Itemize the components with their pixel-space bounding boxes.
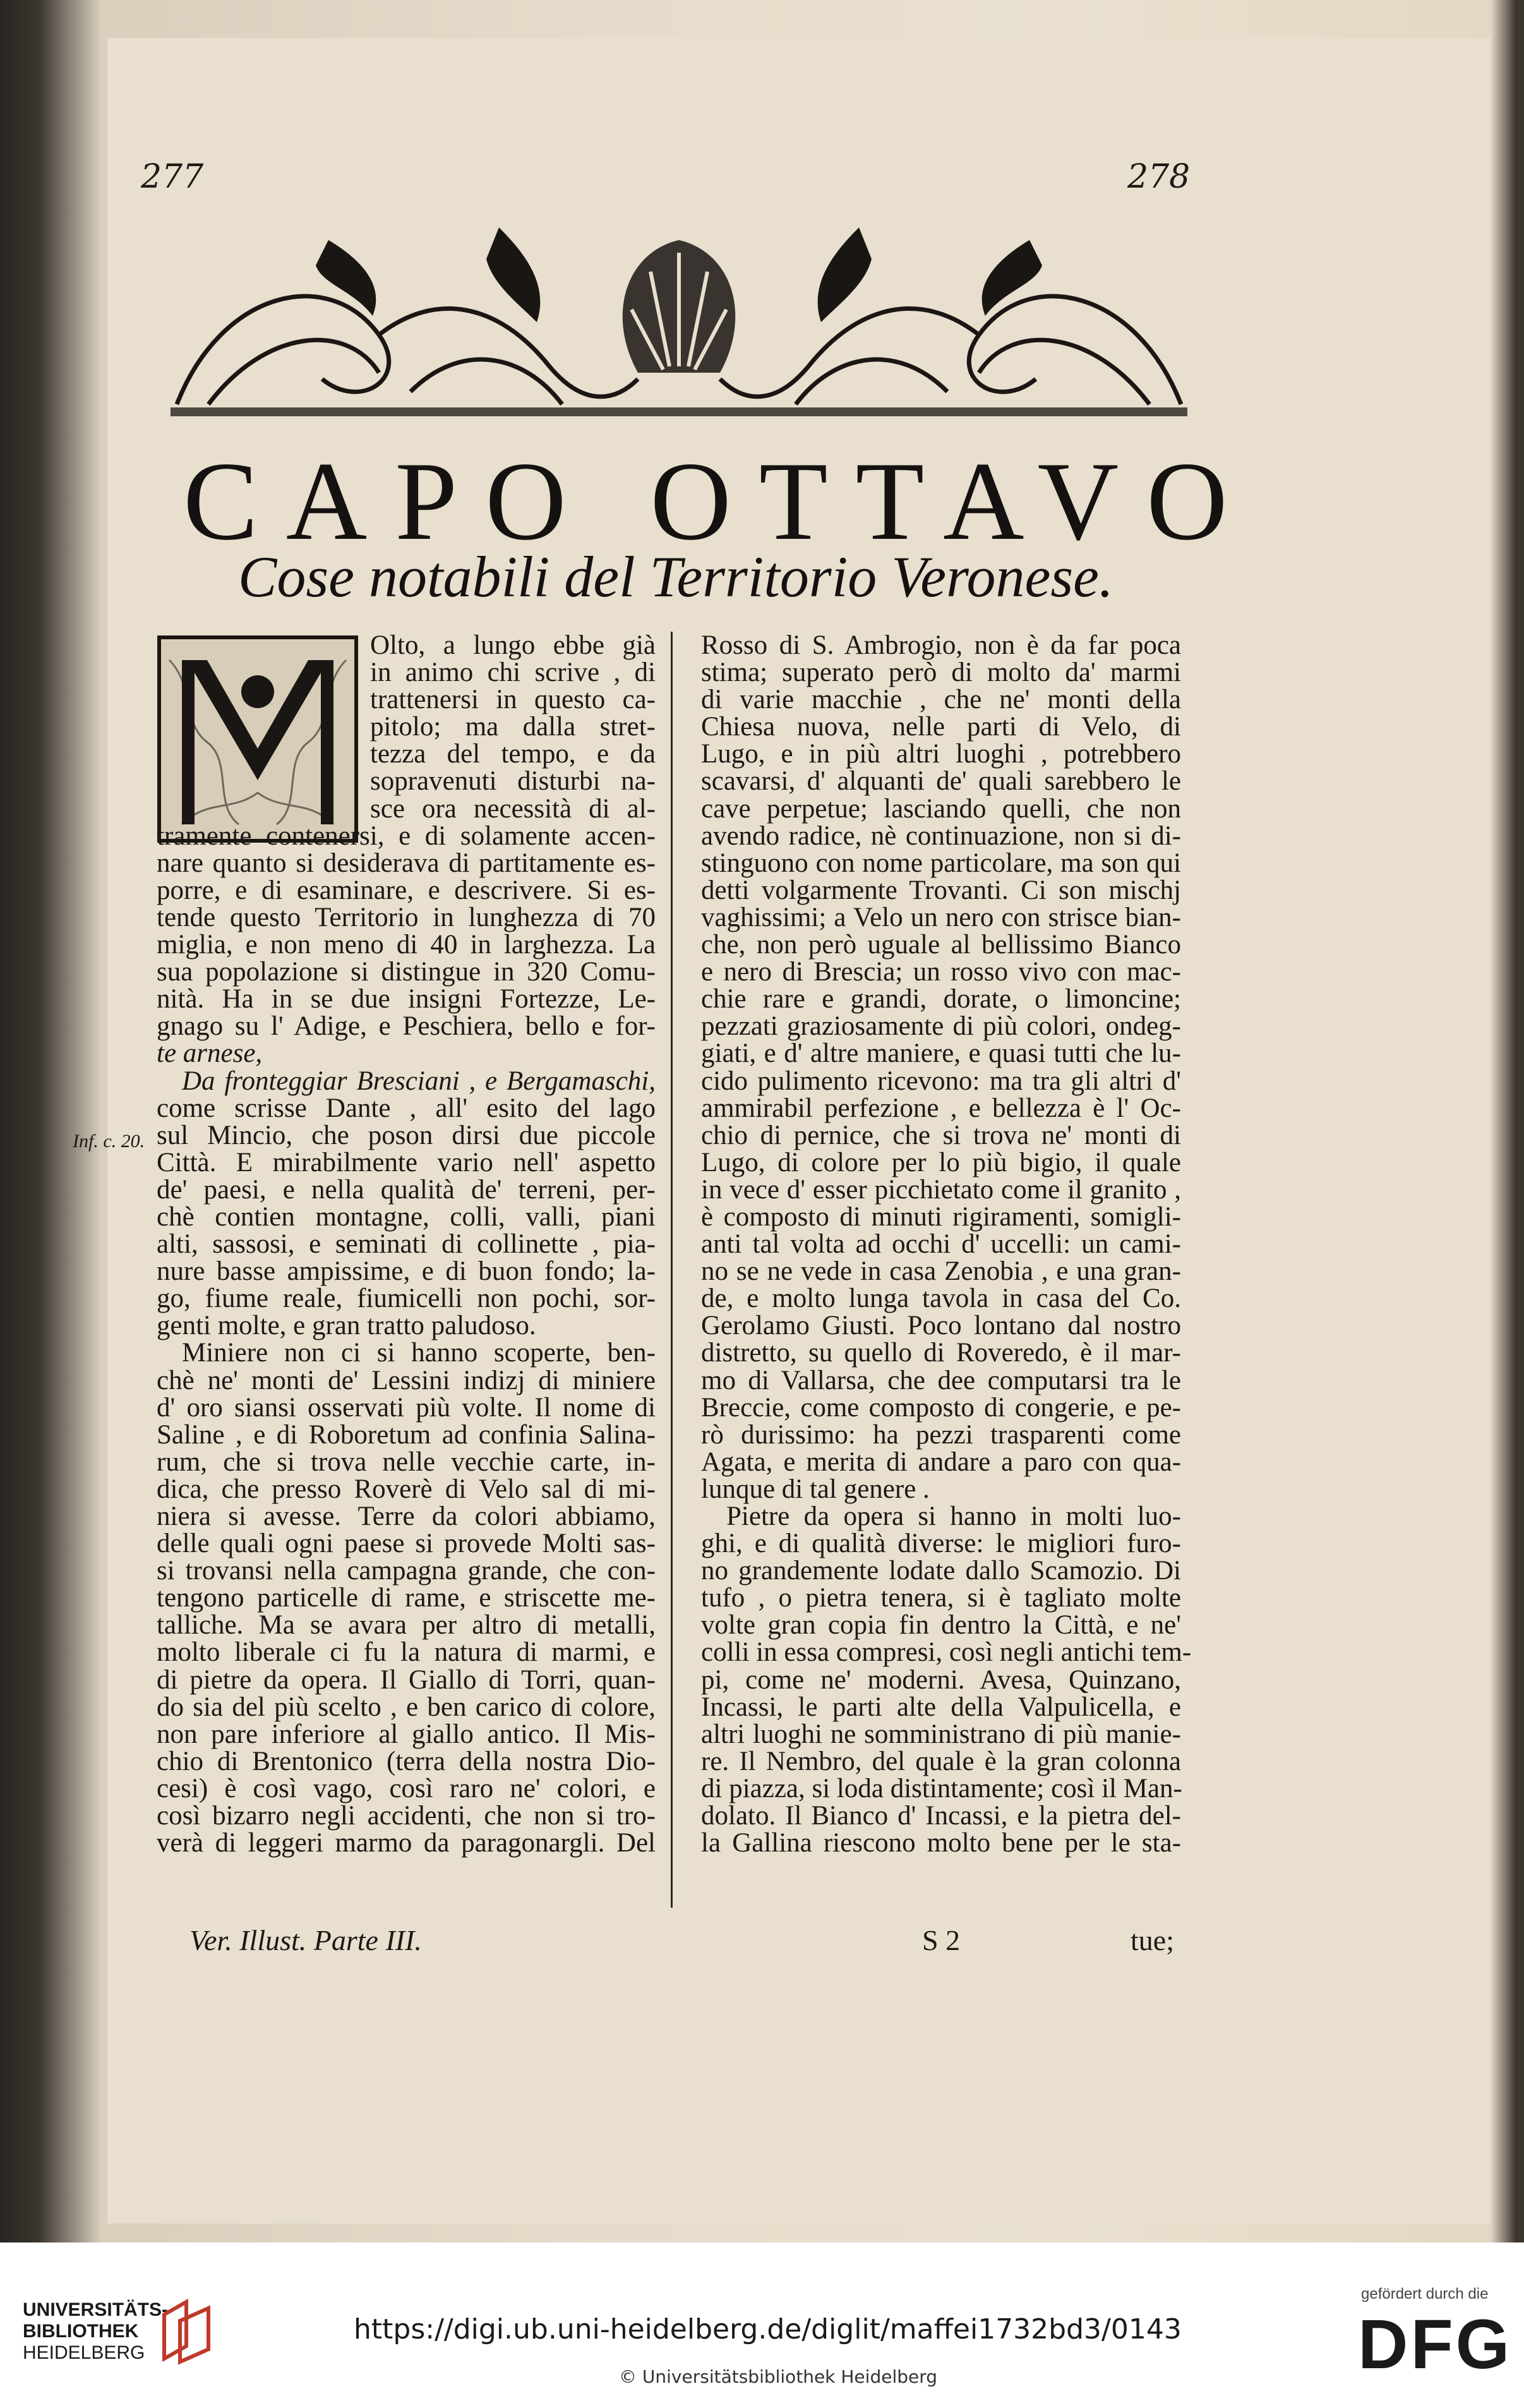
- text-line: re. Il Nembro, del quale è la gran colonna: [701, 1746, 1181, 1776]
- text-line: alti, sassosi, e seminati di collinette , pia-: [157, 1229, 656, 1260]
- text-line: pitolo; ma dalla stret-: [370, 712, 656, 742]
- text-line: è composto di minuti rigiramenti, somigli-: [701, 1201, 1181, 1232]
- institution-name: [23, 2299, 168, 2364]
- institution-line-2: BIBLIOTHEK: [23, 2321, 139, 2342]
- footer-catchword: tue;: [1131, 1924, 1174, 1956]
- text-line: Saline , e di Roboretum ad confinia Salina-: [157, 1419, 656, 1450]
- text-line: come scrisse Dante , all' esito del lago: [157, 1093, 656, 1123]
- text-line: lunque di tal genere .: [701, 1474, 930, 1504]
- text-line: go, fiume reale, fiumicelli non pochi, sor-: [157, 1284, 656, 1314]
- text-line: che, non però uguale al bellissimo Bianco: [701, 930, 1181, 960]
- text-line: tufo , o pietra tenera, si è tagliato molte: [701, 1583, 1181, 1613]
- text-line: nità. Ha in se due insigni Fortezze, Le-: [157, 984, 656, 1014]
- text-line: e nero di Brescia; un rosso vivo con mac-: [701, 957, 1181, 987]
- text-line: chè contien montagne, colli, valli, piani: [157, 1201, 656, 1232]
- funding-text: gefördert durch die: [1361, 2285, 1489, 2303]
- text-line: niera si avesse. Terre da colori abbiamo,: [157, 1502, 656, 1531]
- text-line: nure basse ampissime, e di buon fondo; la-: [157, 1256, 656, 1287]
- text-line: verà di leggeri marmo da paragonargli. Del: [157, 1828, 656, 1858]
- text-line: di varie macchie , che ne' monti della: [701, 685, 1181, 715]
- headpiece-ornament: [171, 215, 1187, 423]
- text-line: dica, che presso Roverè di Velo sal di mi-: [157, 1474, 656, 1504]
- text-line: delle quali ogni paese si provede Molti sas-: [157, 1529, 656, 1559]
- text-line: ghi, e di qualità diverse: le migliori furo-: [701, 1529, 1181, 1559]
- chapter-subtitle: Cose notabili del Territorio Veronese.: [238, 545, 1113, 609]
- text-line: Lugo, di colore per lo più bigio, il quale: [701, 1147, 1181, 1177]
- text-line: di piazza, si loda distintamente; così il Man-: [701, 1773, 1182, 1803]
- text-line: dolato. Il Bianco d' Incassi, e la pietra del-: [701, 1801, 1181, 1831]
- text-line: non pare inferiore al giallo antico. Il Mis-: [157, 1719, 656, 1749]
- text-line: in animo chi scrive , di: [370, 658, 656, 688]
- text-line: Olto, a lungo ebbe già: [370, 630, 656, 660]
- text-line: rum, che si trova nelle vecchie carte, in-: [157, 1447, 656, 1477]
- text-line: volte gran copia fin dentro la Città, e ne': [701, 1610, 1181, 1640]
- text-line: molto liberale ci fu la natura di marmi, e: [157, 1637, 656, 1668]
- text-line: Pietre da opera si hanno in molti luo-: [726, 1502, 1181, 1531]
- text-line: ammirabil perfezione , e bellezza è l' Oc-: [701, 1093, 1181, 1123]
- text-line: detti volgarmente Trovanti. Ci son mischj: [701, 875, 1181, 905]
- text-line: nare quanto si desiderava di partitamente es-: [157, 848, 656, 878]
- dfg-logo: DFG: [1358, 2306, 1513, 2383]
- library-logo-icon: [158, 2296, 215, 2365]
- text-line: tezza del tempo, e da: [370, 739, 656, 769]
- permalink-url[interactable]: https://digi.ub.uni-heidelberg.de/diglit/maffei1732bd3/0143: [354, 2313, 1182, 2345]
- text-line: chè ne' monti de' Lessini indizj di miniere: [157, 1365, 656, 1395]
- text-line: d' oro siansi osservati più volte. Il nome di: [157, 1392, 656, 1423]
- text-line: scavarsi, d' alquanti de' quali sarebbero le: [701, 766, 1181, 797]
- text-line: miglia, e non meno di 40 in larghezza. La: [157, 930, 656, 960]
- text-column-right: [701, 630, 1192, 1858]
- text-line: Gerolamo Giusti. Poco lontano dal nostro: [701, 1311, 1181, 1341]
- text-line: Chiesa nuova, nelle parti di Velo, di: [701, 712, 1181, 742]
- text-line: distretto, su quello di Roveredo, è il mar-: [701, 1338, 1181, 1368]
- text-line: Agata, e merita di andare a paro con qua-: [701, 1447, 1181, 1477]
- text-line: così bizarro negli accidenti, che non si tro-: [157, 1801, 656, 1831]
- text-line: Lugo, e in più altri luoghi , potrebbero: [701, 739, 1181, 769]
- text-line: tramente contenersi, e di solamente accen-: [157, 821, 656, 851]
- text-line: avendo radice, nè continuazione, non si di-: [701, 821, 1181, 851]
- text-line: sce ora necessità di al-: [370, 793, 656, 824]
- text-line: talliche. Ma se avara per altro di metalli,: [157, 1610, 656, 1640]
- text-line: sua popolazione si distingue in 320 Comu-: [157, 957, 656, 987]
- text-line: de' paesi, e nella qualità de' terreni, per-: [157, 1174, 656, 1205]
- text-line: Miniere non ci si hanno scoperte, ben-: [182, 1338, 656, 1368]
- text-line: colli in essa compresi, così negli antichi tem-: [701, 1637, 1192, 1668]
- copyright-text: © Universitätsbibliothek Heidelberg: [619, 2366, 938, 2387]
- text-line: chie rare e grandi, dorate, o limoncine;: [701, 984, 1181, 1014]
- text-line: stinguono con nome particolare, ma son qui: [701, 848, 1181, 878]
- text-line: Breccie, come composto di congerie, e pe-: [701, 1392, 1181, 1423]
- page-number-left: 277: [141, 158, 204, 196]
- chapter-title: CAPO OTTAVO: [183, 438, 1256, 563]
- marginal-note: Inf. c. 20.: [73, 1131, 145, 1152]
- text-line: chio di pernice, che si trova ne' monti di: [701, 1120, 1181, 1150]
- text-line: de, e molto lunga tavola in casa del Co.: [701, 1284, 1181, 1314]
- column-divider: [671, 632, 673, 1908]
- text-line: te arnese,: [157, 1038, 263, 1069]
- text-line: tende questo Territorio in lunghezza di 70: [157, 902, 656, 932]
- text-line: si trovansi nella campagna grande, che con-: [157, 1556, 656, 1586]
- text-line: porre, e di esaminare, e descrivere. Si es-: [157, 875, 656, 905]
- institution-line-3: HEIDELBERG: [23, 2342, 145, 2363]
- text-line: la Gallina riescono molto bene per le sta-: [701, 1828, 1181, 1858]
- text-line: mo di Vallarsa, che dee computarsi tra le: [701, 1365, 1181, 1395]
- text-line: Incassi, le parti alte della Valpulicella, e: [701, 1692, 1181, 1722]
- text-line: sopravenuti disturbi na-: [370, 766, 656, 797]
- text-line: sul Mincio, che poson dirsi due piccole: [157, 1120, 656, 1150]
- footer-sheet-mark: S 2: [922, 1924, 961, 1956]
- text-line: gnago su l' Adige, e Peschiera, bello e for-: [157, 1011, 656, 1042]
- text-line: Rosso di S. Ambrogio, non è da far poca: [701, 630, 1181, 660]
- text-line: in vece d' esser picchietato come il granito ,: [701, 1174, 1181, 1205]
- text-line: no grandemente lodate dallo Scamozio. Di: [701, 1556, 1181, 1586]
- text-line: pezzati graziosamente di più colori, ondeg-: [701, 1011, 1181, 1042]
- footer-signature: Ver. Illust. Parte III.: [189, 1924, 422, 1956]
- text-line: trattenersi in questo ca-: [370, 685, 656, 715]
- text-line: anti tal volta ad occhi d' uccelli: un cami-: [701, 1229, 1181, 1260]
- text-line: pi, come ne' moderni. Avesa, Quinzano,: [701, 1665, 1181, 1695]
- text-column-left: [157, 632, 656, 1857]
- text-line: cido pulimento ricevono: ma tra gli altri d': [701, 1066, 1181, 1096]
- institution-line-1: UNIVERSITÄTS-: [23, 2299, 169, 2320]
- text-line: no se ne vede in casa Zenobia , e una gran-: [701, 1256, 1181, 1287]
- text-line: stima; superato però di molto da' marmi: [701, 658, 1181, 688]
- text-line: tengono particelle di rame, e striscette me-: [157, 1583, 656, 1613]
- page-number-right: 278: [1127, 158, 1191, 196]
- text-line: altri luoghi ne somministrano di più manie-: [701, 1719, 1181, 1749]
- text-line: Città. E mirabilmente vario nell' aspetto: [157, 1147, 656, 1177]
- text-line: cesi) è così vago, così raro ne' colori, e: [157, 1773, 656, 1803]
- text-line: Da fronteggiar Bresciani , e Bergamaschi,: [182, 1066, 656, 1096]
- text-line: chio di Brentonico (terra della nostra Dio-: [157, 1746, 656, 1776]
- text-line: rò durissimo: ha pezzi trasparenti come: [701, 1419, 1181, 1450]
- text-line: cave perpetue; lasciando quelli, che non: [701, 793, 1181, 824]
- text-line: di pietre da opera. Il Giallo di Torri, quan-: [157, 1665, 656, 1695]
- text-line: vaghissimi; a Velo un nero con strisce bian-: [701, 902, 1181, 932]
- text-line: do sia del più scelto , e ben carico di colore,: [157, 1692, 656, 1722]
- text-line: giati, e d' altre maniere, e quasi tutti che lu-: [701, 1038, 1181, 1069]
- text-line: genti molte, e gran tratto paludoso.: [157, 1311, 536, 1341]
